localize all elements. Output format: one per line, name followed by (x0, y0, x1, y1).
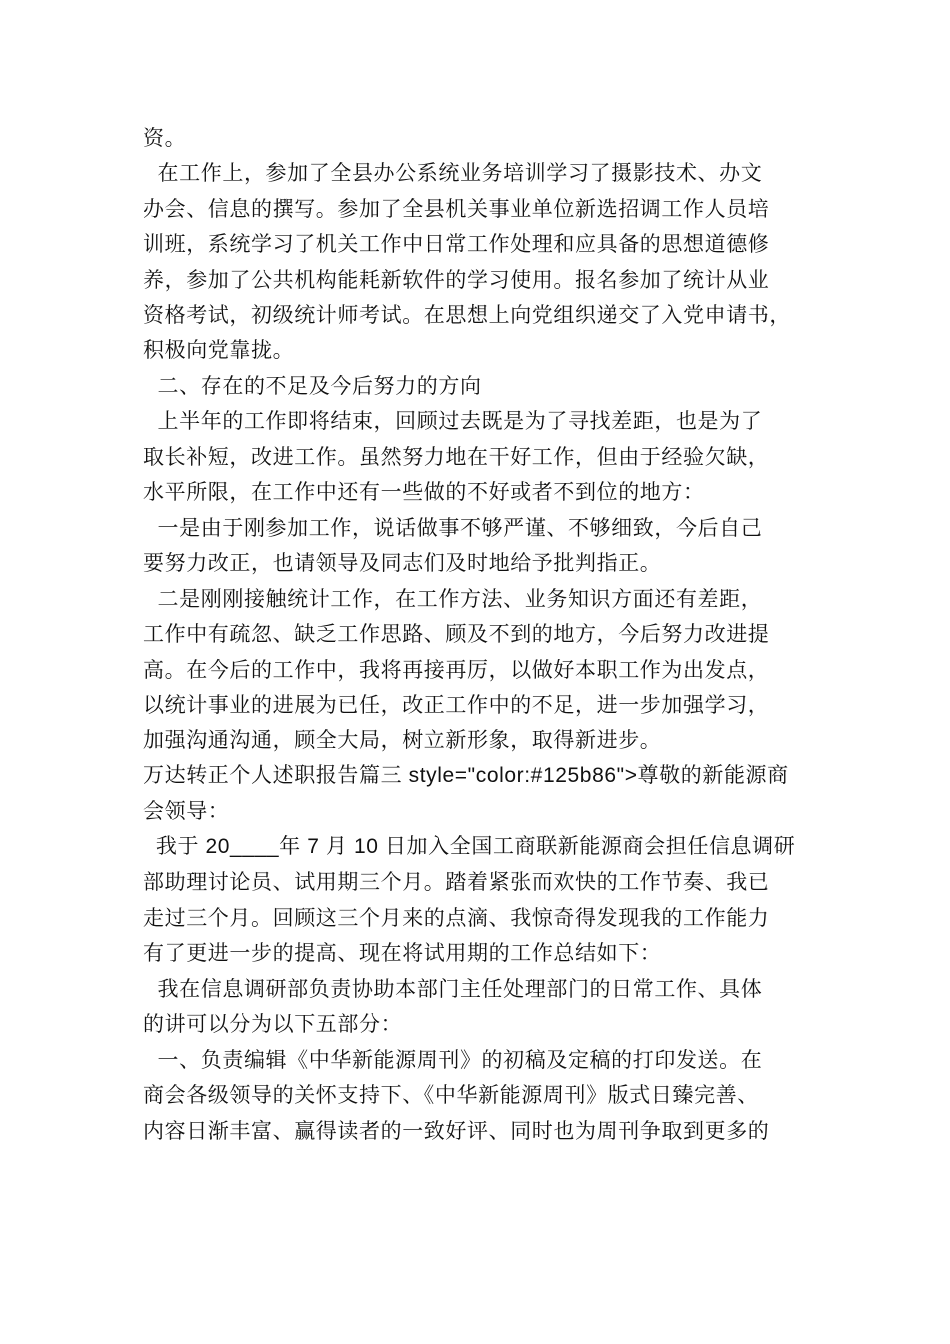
section-heading: 二、存在的不足及今后努力的方向 (143, 374, 482, 398)
text-line: 一是由于刚参加工作，说话做事不够严谨、不够细致，今后自己 (143, 516, 763, 540)
text-line: 训班，系统学习了机关工作中日常工作处理和应具备的思想道德修 (143, 232, 770, 256)
text-line: 部助理讨论员、试用期三个月。踏着紧张而欢快的工作节奏、我已 (143, 870, 770, 894)
text-line: 在工作上，参加了全县办公系统业务培训学习了摄影技术、办文 (143, 161, 763, 185)
text-line: 会领导： (143, 799, 230, 823)
text-line: 上半年的工作即将结束，回顾过去既是为了寻找差距，也是为了 (143, 409, 763, 433)
text-line: 养，参加了公共机构能耗新软件的学习使用。报名参加了统计从业 (143, 268, 770, 292)
text-line: 积极向党靠拢。 (143, 338, 295, 362)
text-line: 加强沟通沟通，顾全大局，树立新形象，取得新进步。 (143, 728, 662, 752)
text-line: 资格考试，初级统计师考试。在思想上向党组织递交了入党申请书， (143, 303, 791, 327)
text-line: 要努力改正，也请领导及同志们及时地给予批判指正。 (143, 551, 662, 575)
text-line: 我于 20____年 7 月 10 日加入全国工商联新能源商会担任信息调研 (143, 835, 796, 858)
text-line: 的讲可以分为以下五部分： (143, 1012, 403, 1036)
text-line: 资。 (143, 126, 187, 150)
text-line: 一、负责编辑《中华新能源周刊》的初稿及定稿的打印发送。在 (143, 1048, 763, 1072)
text-line: 水平所限，在工作中还有一些做的不好或者不到位的地方： (143, 480, 705, 504)
text-line: 工作中有疏忽、缺乏工作思路、顾及不到的地方，今后努力改进提 (143, 622, 770, 646)
text-line: 有了更进一步的提高、现在将试用期的工作总结如下： (143, 941, 662, 965)
text-line: 商会各级领导的关怀支持下、《中华新能源周刊》版式日臻完善、 (143, 1083, 759, 1107)
text-line: 办会、信息的撰写。参加了全县机关事业单位新选招调工作人员培 (143, 197, 770, 221)
text-line: 走过三个月。回顾这三个月来的点滴、我惊奇得发现我的工作能力 (143, 906, 770, 930)
text-line: 取长补短，改进工作。虽然努力地在干好工作，但由于经验欠缺， (143, 445, 770, 469)
text-line: 二是刚刚接触统计工作，在工作方法、业务知识方面还有差距， (143, 587, 763, 611)
article-title-line: 万达转正个人述职报告篇三 style="color:#125b86">尊敬的新能源商 (143, 764, 789, 787)
text-line: 内容日渐丰富、赢得读者的一致好评、同时也为周刊争取到更多的 (143, 1119, 770, 1143)
text-line: 以统计事业的进展为已任，改正工作中的不足，进一步加强学习， (143, 693, 770, 717)
text-line: 我在信息调研部负责协助本部门主任处理部门的日常工作、具体 (143, 977, 763, 1001)
text-line: 高。在今后的工作中，我将再接再厉，以做好本职工作为出发点， (143, 658, 770, 682)
